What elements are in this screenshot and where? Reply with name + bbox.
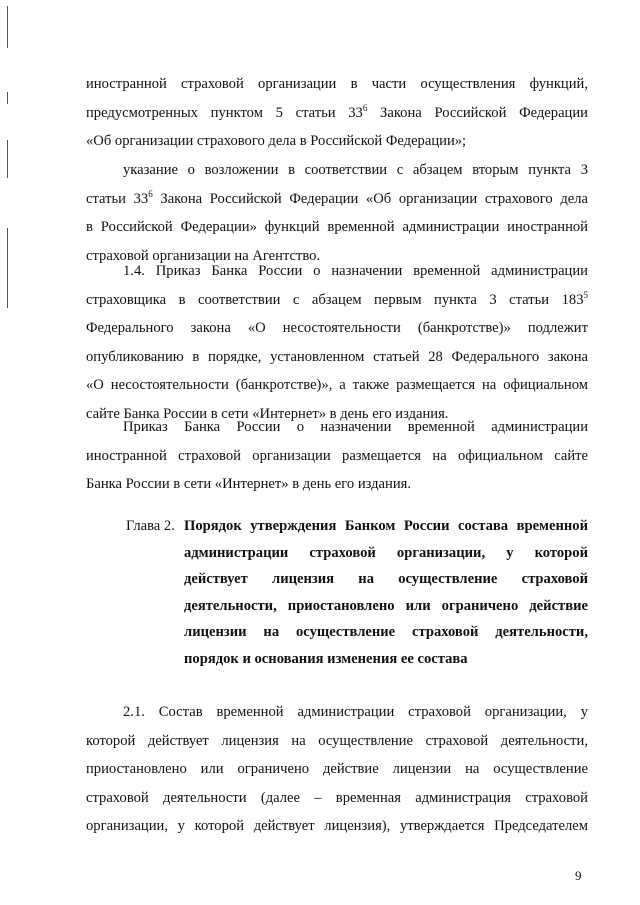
chapter-title	[184, 513, 588, 673]
chapter-title-line: лицензии на осуществление страховой деятельности,	[184, 624, 588, 641]
scan-margin-mark	[7, 6, 8, 48]
scan-margin-mark	[7, 140, 8, 178]
text-line: в Российской Федерации» функций временной администрации иностранной	[86, 219, 588, 235]
text-line: указание о возложении в соответствии с абзацем вторым пункта 3	[123, 162, 588, 178]
text-line: статьи $33^6$ Закона Российской Федерации «Об организации страхового дела	[86, 188, 589, 207]
paragraph-2-1	[86, 698, 588, 841]
chapter-title-line: администрации страховой организации, у которой	[184, 544, 588, 561]
text-line: иностранной страховой организации размещается на официальном сайте	[86, 447, 588, 464]
text-line: Приказ Банка России о назначении временной администрации	[123, 419, 588, 435]
text-line: приостановлено или ограничено действие лицензии на осуществление	[86, 761, 588, 777]
text-line: Федерального закона «О несостоятельности (банкротстве)» подлежит	[86, 320, 588, 336]
page-number: 9	[575, 868, 582, 883]
scan-margin-mark	[7, 92, 8, 104]
chapter-2-heading	[126, 513, 588, 673]
text-line: которой действует лицензия на осуществление страховой деятельности,	[86, 732, 588, 749]
paragraph-foreign-insurer-functions	[86, 70, 588, 156]
paragraph-agency-assignment	[86, 156, 588, 270]
chapter-title-line: деятельности, приостановлено или ограничено действие	[184, 597, 588, 614]
scan-margin-mark	[7, 228, 8, 308]
text-line: «О несостоятельности (банкротстве)», а также размещается на официальном	[86, 377, 588, 393]
text-line: «Об организации страхового дела в Российской Федерации»;	[86, 133, 467, 149]
text-line: страховщика в соответствии с абзацем первым пункта 3 статьи $183^5$	[86, 289, 588, 308]
text-line: 2.1. Состав временной администрации страховой организации, у	[123, 704, 588, 720]
chapter-title-line: порядок и основания изменения ее состава	[184, 650, 468, 667]
text-line: 1.4. Приказ Банка России о назначении временной администрации	[123, 263, 588, 279]
paragraph-foreign-order-publication	[86, 413, 588, 499]
chapter-title-line: действует лицензия на осуществление страховой	[184, 571, 588, 588]
chapter-number: Глава 2.	[126, 518, 175, 534]
text-line: иностранной страховой организации в части осуществления функций,	[86, 76, 588, 92]
text-line: организации, у которой действует лицензия), утверждается Председателем	[86, 818, 588, 834]
text-line: опубликованию в порядке, установленном статьей 28 Федерального закона	[86, 348, 588, 365]
text-line: предусмотренных пунктом 5 статьи $33^6$ Закона Российской Федерации	[86, 102, 588, 121]
text-line: Банка России в сети «Интернет» в день его издания.	[86, 476, 412, 492]
paragraph-1-4	[86, 257, 588, 428]
text-line: страховой организации на Агентство.	[86, 247, 321, 264]
text-line: страховой деятельности (далее – временная администрация страховой	[86, 789, 588, 806]
chapter-title-line: Порядок утверждения Банком России состава временной	[184, 518, 588, 534]
text-line: сайте Банка России в сети «Интернет» в день его издания.	[86, 405, 449, 422]
